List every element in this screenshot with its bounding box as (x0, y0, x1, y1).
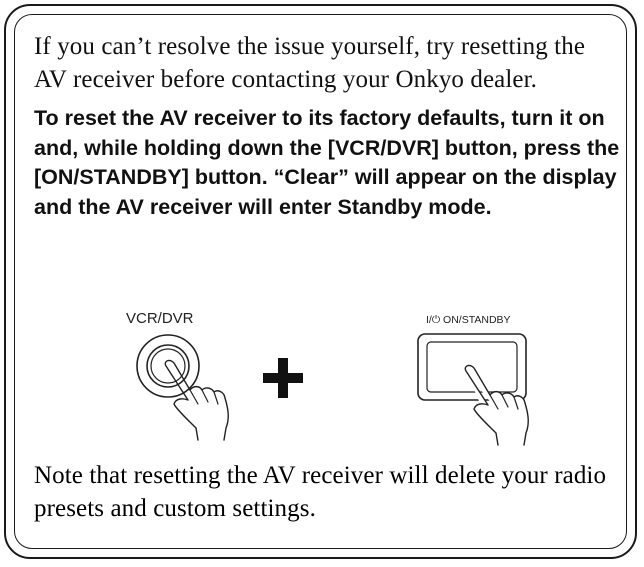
on-standby-label: I/⏻ ON/STANDBY (426, 314, 511, 326)
intro-paragraph: If you can’t resolve the issue yourself, try resetting the AV receiver before contacting your Onkyo dealer. (34, 33, 586, 93)
vcr-dvr-label: VCR/DVR (126, 310, 194, 327)
reset-instructions (34, 30, 619, 222)
note-paragraph: Note that resetting the AV receiver will delete your radio presets and custom settings. (34, 462, 607, 522)
reset-instruction-paragraph: To reset the AV receiver to its factory defaults, turn it on and, while holding down the [VCR/DVR] button, press the [ON/STANDBY] button. “Clear” will appear on the display and the AV receiver will enter Standby mode. (34, 106, 620, 219)
note-section (34, 459, 619, 525)
